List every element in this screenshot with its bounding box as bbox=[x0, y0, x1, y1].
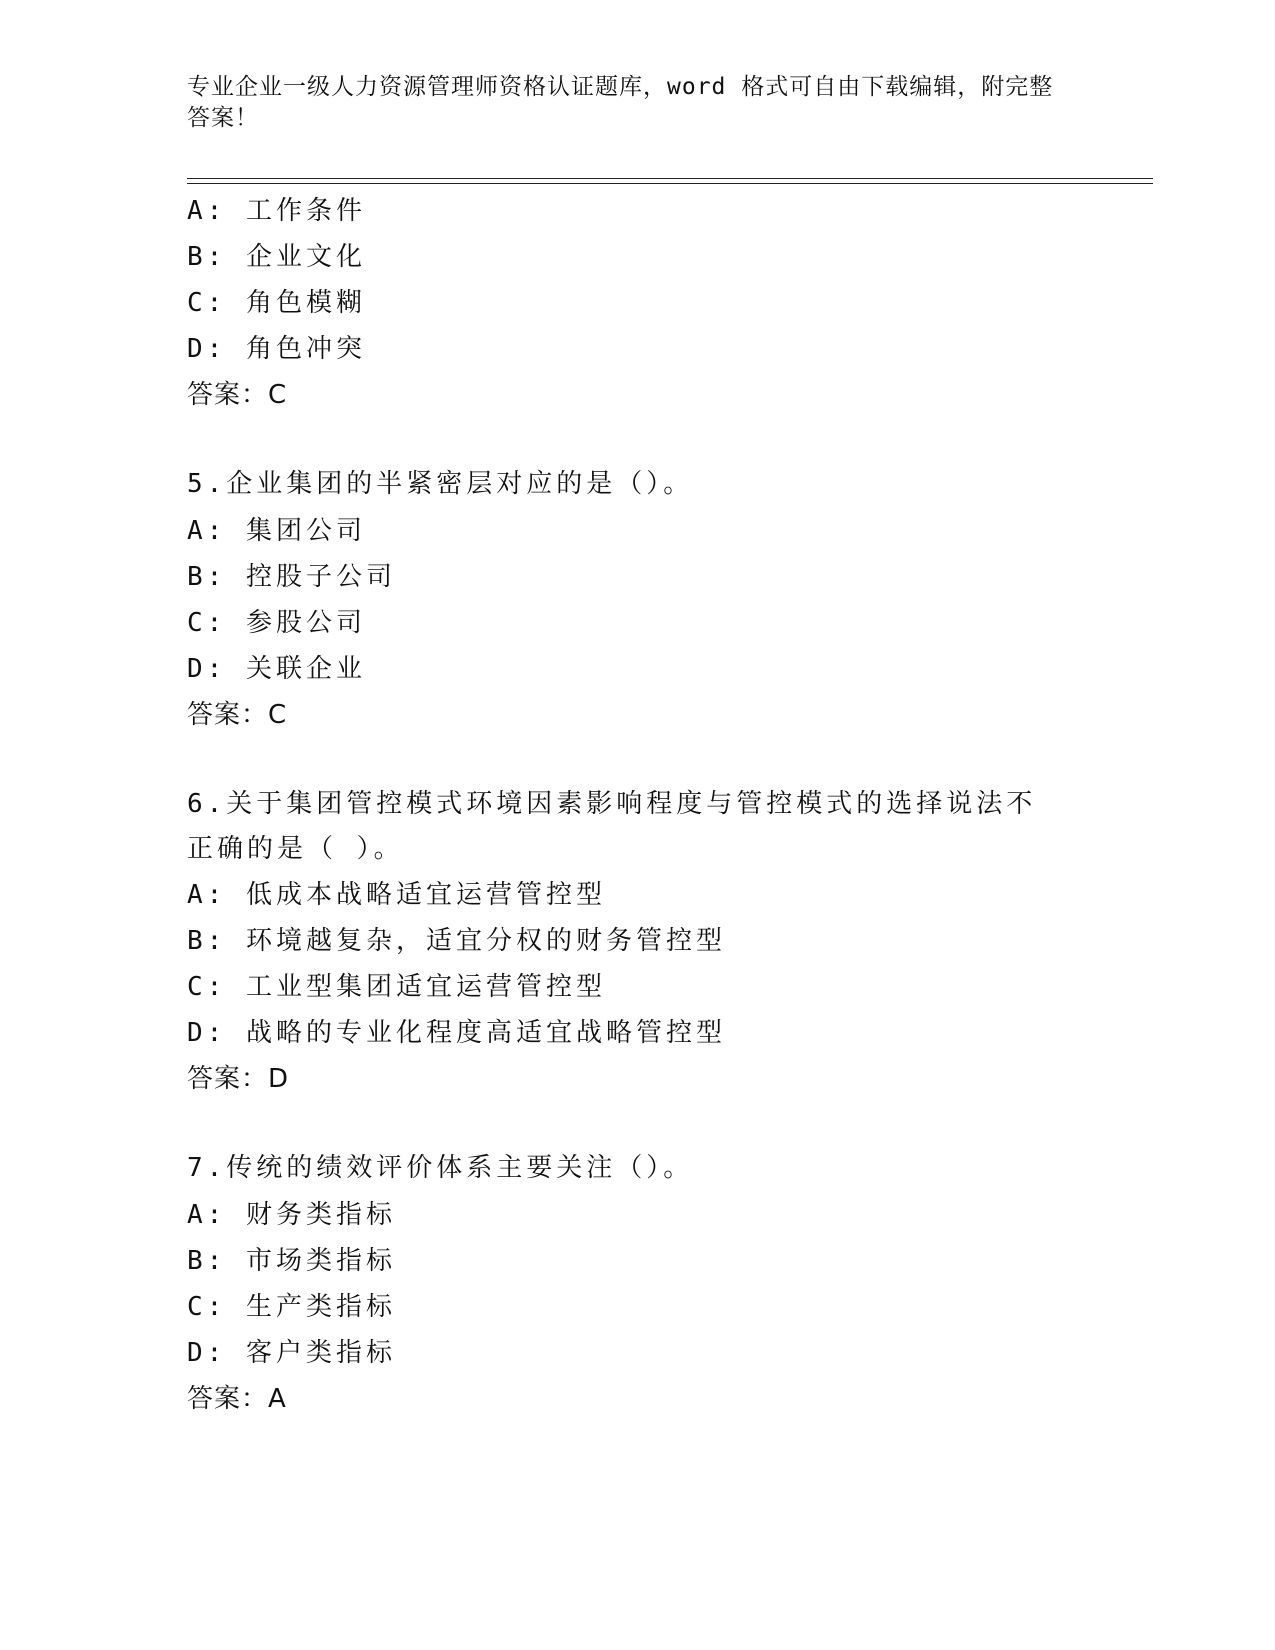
header-text: 专业企业一级人力资源管理师资格认证题库，word 格式可自由下载编辑，附完整答案！ bbox=[187, 74, 1054, 131]
spacer bbox=[187, 418, 1147, 462]
option-a: A: 财务类指标 bbox=[187, 1200, 396, 1230]
answer: 答案：C bbox=[187, 380, 288, 410]
option-a: A: 工作条件 bbox=[187, 196, 366, 226]
answer: 答案：C bbox=[187, 700, 288, 730]
question-7 bbox=[187, 1146, 1147, 1422]
option-c: C: 工业型集团适宜运营管控型 bbox=[187, 972, 606, 1002]
option-b: B: 控股子公司 bbox=[187, 562, 396, 592]
option-a: A: 集团公司 bbox=[187, 516, 366, 546]
answer: 答案：A bbox=[187, 1384, 287, 1414]
answer: 答案：D bbox=[187, 1064, 290, 1094]
option-c: C: 生产类指标 bbox=[187, 1292, 396, 1322]
option-d: D: 战略的专业化程度高适宜战略管控型 bbox=[187, 1018, 726, 1048]
option-d: D: 客户类指标 bbox=[187, 1338, 396, 1368]
question-text: 5.企业集团的半紧密层对应的是（）。 bbox=[187, 469, 694, 499]
question-5 bbox=[187, 462, 1147, 738]
option-b: B: 市场类指标 bbox=[187, 1246, 396, 1276]
option-c: C: 角色模糊 bbox=[187, 288, 366, 318]
option-b: B: 企业文化 bbox=[187, 242, 366, 272]
option-d: D: 角色冲突 bbox=[187, 334, 366, 364]
question-list bbox=[187, 188, 1147, 1422]
question-text: 7.传统的绩效评价体系主要关注（）。 bbox=[187, 1153, 694, 1183]
header-rule-top bbox=[187, 178, 1153, 179]
question-6 bbox=[187, 782, 1147, 1102]
spacer bbox=[187, 738, 1147, 782]
spacer bbox=[187, 1102, 1147, 1146]
option-a: A: 低成本战略适宜运营管控型 bbox=[187, 880, 606, 910]
question-4 bbox=[187, 188, 1147, 418]
option-d: D: 关联企业 bbox=[187, 654, 366, 684]
option-c: C: 参股公司 bbox=[187, 608, 366, 638]
option-b: B: 环境越复杂，适宜分权的财务管控型 bbox=[187, 926, 726, 956]
header-rule-bottom bbox=[187, 183, 1153, 184]
question-text: 6.关于集团管控模式环境因素影响程度与管控模式的选择说法不正确的是（ ）。 bbox=[187, 789, 1037, 864]
